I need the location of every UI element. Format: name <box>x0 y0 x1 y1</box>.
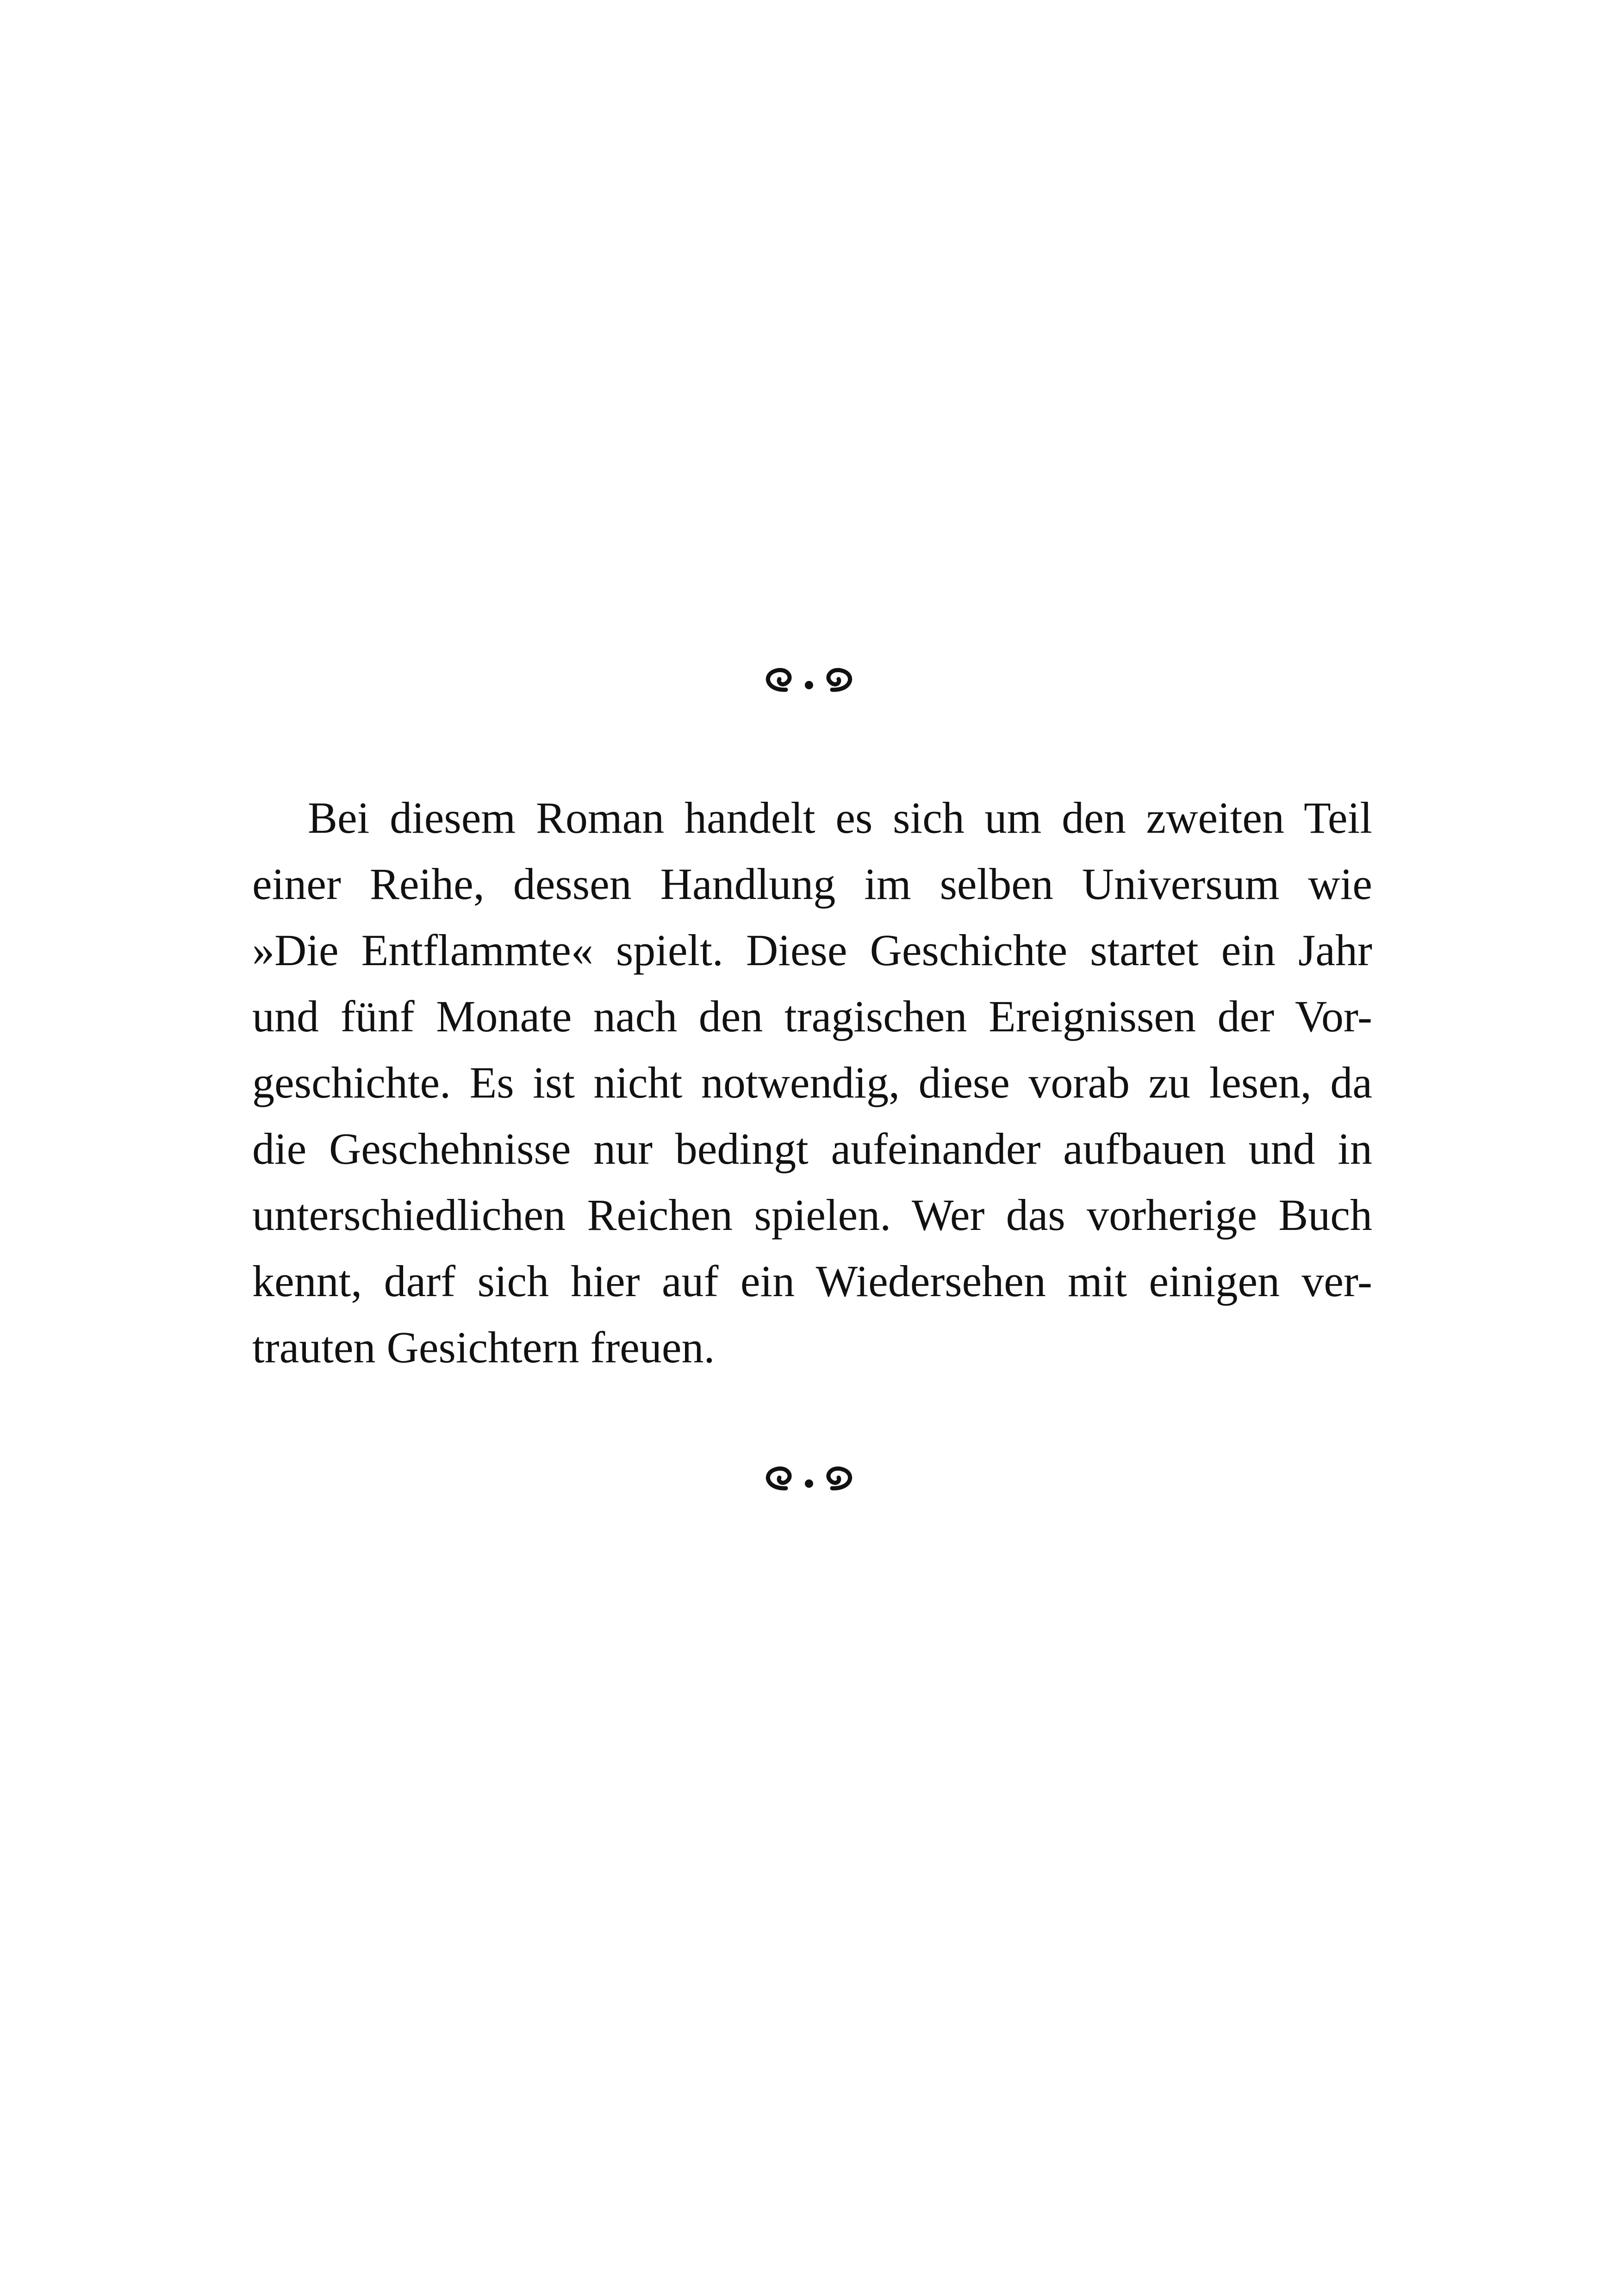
paragraph-line: und fünf Monate nach den tragischen Ereignissen der Vor- <box>252 992 1372 1041</box>
fleuron-divider-icon <box>0 1460 1618 1502</box>
paragraph-line: kennt, darf sich hier auf ein Wiedersehen mit einigen ver- <box>252 1256 1372 1306</box>
paragraph-line: »Die Entflammte« spielt. Diese Geschichte startet ein Jahr <box>252 925 1372 975</box>
paragraph-line: unterschiedlichen Reichen spielen. Wer das vorherige Buch <box>252 1190 1372 1240</box>
intro-paragraph <box>252 785 1372 1380</box>
paragraph-line: die Geschehnisse nur bedingt aufeinander aufbauen und in <box>252 1124 1372 1173</box>
paragraph-line: geschichte. Es ist nicht notwendig, diese vorab zu lesen, da <box>252 1058 1372 1107</box>
paragraph-line: trauten Gesichtern freuen. <box>252 1323 715 1372</box>
fleuron-divider-icon <box>0 662 1618 704</box>
paragraph-line: Bei diesem Roman handelt es sich um den zweiten Teil <box>308 793 1372 842</box>
paragraph-line: einer Reihe, dessen Handlung im selben Universum wie <box>252 859 1372 909</box>
